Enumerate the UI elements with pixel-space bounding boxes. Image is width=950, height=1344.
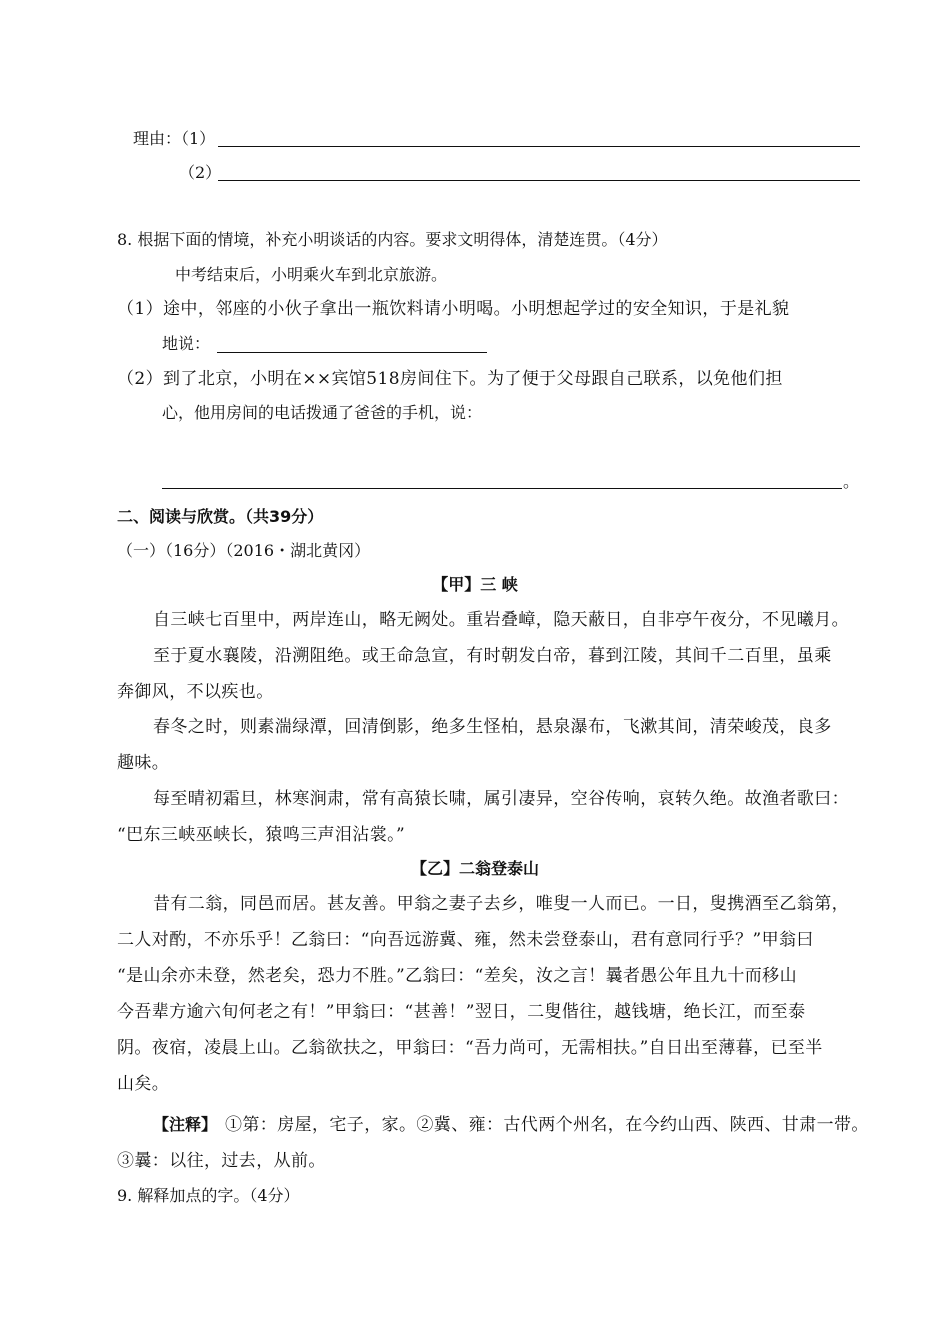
q8-prompt: 8. 根据下面的情境，补充小明谈话的内容。要求文明得体，清楚连贯。（4分） (117, 230, 668, 249)
passage-yi-line: 二人对酌，不亦乐乎！乙翁曰：“向吾远游冀、雍，然未尝登泰山，君有意同行乎？”甲翁曰 (117, 930, 814, 950)
passage-yi-title: 【乙】二翁登泰山 (410, 859, 539, 878)
passage-yi-line: 昔有二翁，同邑而居。甚友善。甲翁之妻子去乡，唯叟一人而已。一日，叟携酒至乙翁第， (153, 894, 849, 914)
passage-jia-line: 趣味。 (117, 753, 170, 773)
q7-reason-label: 理由：（1） (133, 129, 216, 148)
q8-item2-line2: 心，他用房间的电话拨通了爸爸的手机，说： (162, 403, 483, 422)
section2-part1-label: （一）（16分）（2016・湖北黄冈） (117, 541, 371, 560)
passage-yi-line: 阴。夜宿，凌晨上山。乙翁欲扶之，甲翁曰：“吾力尚可，无需相扶。”自日出至薄暮，已至半 (117, 1038, 823, 1058)
notes-line1: ①第：房屋，宅子，家。②冀、雍：古代两个州名，在今约山西、陕西、甘肃一带。 (225, 1115, 869, 1135)
q8-end-mark: 。 (843, 472, 860, 491)
q8-item1-line1: （1）途中，邻座的小伙子拿出一瓶饮料请小明喝。小明想起学过的安全知识，于是礼貌 (117, 299, 790, 319)
passage-jia-title: 【甲】三 峡 (432, 575, 518, 594)
q7-reason2-label: （2） (179, 163, 222, 182)
passage-jia-line: 春冬之时，则素湍绿潭，回清倒影，绝多生怪柏，悬泉瀑布，飞漱其间，清荣峻茂，良多 (153, 717, 832, 737)
q9-prompt: 9. 解释加点的字。（4分） (117, 1186, 300, 1205)
passage-yi-line: 今吾辈方逾六旬何老之有！”甲翁曰：“甚善！”翌日，二叟偕往，越钱塘，绝长江，而至泰 (117, 1002, 806, 1022)
q7-reason1-answer-line[interactable] (218, 146, 860, 147)
section2-heading: 二、阅读与欣赏。（共39分） (117, 507, 324, 526)
notes-label: 【注释】 (153, 1115, 218, 1134)
passage-yi-line: “是山余亦未登，然老矣，恐力不胜。”乙翁曰：“差矣，汝之言！曩者愚公年且九十而移山 (117, 966, 797, 986)
q7-reason2-answer-line[interactable] (218, 180, 860, 181)
q8-intro: 中考结束后，小明乘火车到北京旅游。 (175, 265, 448, 284)
passage-jia-line: 每至晴初霜旦，林寒涧肃，常有高猿长啸，属引凄异，空谷传响，哀转久绝。故渔者歌曰： (153, 789, 849, 809)
passage-jia-line: 自三峡七百里中，两岸连山，略无阙处。重岩叠嶂，隐天蔽日，自非亭午夜分，不见曦月。 (153, 610, 849, 630)
q8-item2-line1: （2）到了北京，小明在××宾馆518房间住下。为了便于父母跟自己联系，以免他们担 (117, 369, 783, 389)
passage-jia-line: “巴东三峡巫峡长，猿鸣三声泪沾裳。” (117, 825, 406, 845)
q8-item1-line2: 地说： (162, 334, 211, 353)
passage-jia-line: 奔御风，不以疾也。 (117, 682, 274, 702)
q8-item2-answer-line[interactable] (162, 488, 842, 489)
q8-item1-answer-line[interactable] (217, 352, 487, 353)
passage-yi-line: 山矣。 (117, 1074, 170, 1094)
passage-jia-line: 至于夏水襄陵，沿溯阻绝。或王命急宣，有时朝发白帝，暮到江陵，其间千二百里，虽乘 (153, 646, 832, 666)
notes-line2: ③曩：以往，过去，从前。 (117, 1151, 326, 1171)
